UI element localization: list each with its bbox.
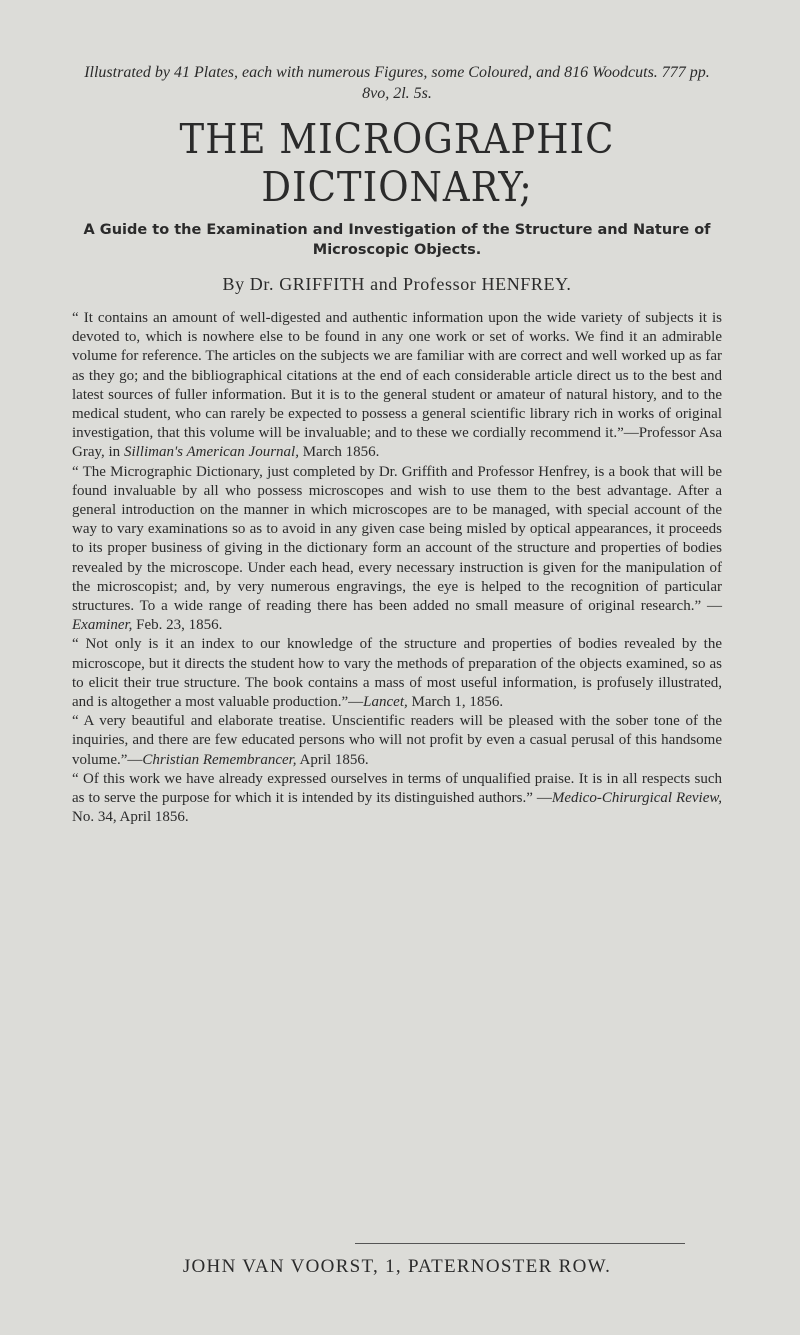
review-examiner: [72, 463, 722, 636]
review-quote: “ The Micrographic Dictionary, just completed by Dr. Griffith and Professor Henfrey, is a book that will be found invaluable by all who possess microscopes and wish to use them to the best advantage. After a general introduction on the manner in which microscopes are to be managed, with special account of the way to vary examinations so as to avoid in any given case being misled by optical appearances, it proceeds to its proper business of giving in the dictionary form an account of the structure and properties of bodies revealed by the microscope. Under each head, every necessary instruction is given for the manipulation of the microscopist; and, by very numerous engravings, the eye is helped to the recognition of particular structures. To a wide range of reading there has been added no small measure of original research.”: [72, 463, 722, 615]
review-attribution: —: [701, 598, 723, 615]
review-attribution: —: [532, 790, 552, 807]
header-note: Illustrated by 41 Plates, each with numerous Figures, some Coloured, and 816 Woodcuts. 777 pp. 8vo, 2l. 5s.: [84, 64, 710, 102]
review-quote: “ A very beautiful and elaborate treatise. Unscientific readers will be pleased with the sober tone of the inquiries, and there are few educated persons who will not profit by even a casual perusal of this handsome volume.”: [72, 713, 722, 768]
review-quote: “ Of this work we have already expressed ourselves in terms of unqualified praise. It is in all respects such as to serve the purpose for which it is intended by its distinguished authors.”: [72, 770, 722, 807]
review-date: Feb. 23, 1856.: [132, 617, 223, 634]
review-source: Lancet,: [363, 694, 408, 711]
content-column: [72, 62, 722, 827]
review-attribution: —: [348, 694, 364, 711]
review-attribution: —: [127, 751, 143, 768]
review-date: April 1856.: [296, 751, 369, 768]
book-subtitle: A Guide to the Examination and Investigation of the Structure and Nature of Microscopic Objects.: [83, 222, 711, 258]
review-date: March 1856.: [298, 444, 380, 461]
review-source: Examiner,: [72, 617, 133, 634]
review-quote: “ It contains an amount of well-digested and authentic information upon the wide variety of subjects it is devoted to, which is nowhere else to be found in any one work or set of works. We find it an admirable volume for reference. The articles on the subjects we are familiar with are correct and well worked up as far as they go; and the bibliographical citations at the end of each considerable article direct us to the best and latest sources of fuller information. But it is to the general student or amateur of natural history, and to the medical student, who can rarely be expected to possess a general scientific library rich in works of original investigation, that this volume will be invaluable; and to these we cordially recommend it.”: [72, 310, 722, 442]
review-medico-chirurgical: [72, 770, 722, 828]
review-quote: “ Not only is it an index to our knowledge of the structure and properties of bodies revealed by the microscope, but it directs the student how to vary the methods of preparation of the objects examined, so as to elicit their true structure. The book contains a mass of most useful information, is profusely illustrated, and is altogether a most valuable production.”: [72, 636, 722, 711]
review-source: Christian Remembrancer,: [142, 751, 297, 768]
publisher-imprint: JOHN VAN VOORST, 1, PATERNOSTER ROW.: [182, 1256, 612, 1277]
book-title: THE MICROGRAPHIC DICTIONARY;: [179, 114, 615, 212]
review-attribution: —Professor Asa Gray, in: [72, 425, 722, 461]
review-gray: [72, 309, 722, 463]
review-lancet: [72, 635, 722, 712]
review-date: March 1, 1856.: [407, 694, 504, 711]
review-christian-remembrancer: [72, 712, 722, 770]
book-authors: By Dr. GRIFFITH and Professor HENFREY.: [222, 274, 572, 294]
divider-rule: [355, 1243, 685, 1244]
review-source: Silliman's American Journal,: [123, 444, 299, 461]
review-source: Medico-Chirurgical Review,: [551, 790, 722, 807]
review-date: No. 34, April 1856.: [72, 809, 189, 826]
